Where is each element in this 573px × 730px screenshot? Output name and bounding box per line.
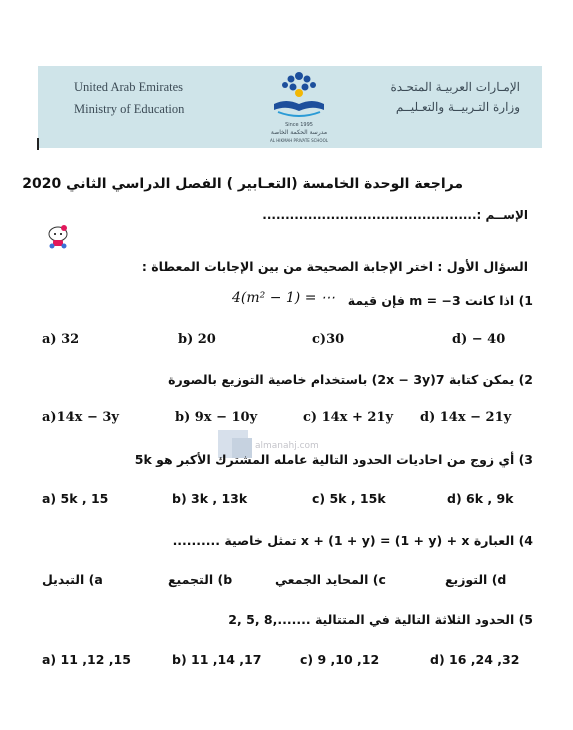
margin-mark [37,138,39,150]
q3-option-b[interactable]: b) 3k , 13k [172,491,248,506]
q5-option-a[interactable]: a) 11 ,12 ,15 [42,652,131,667]
country-name-ar: الإمـارات العربيـة المتحـدة [390,80,520,94]
q2-option-b[interactable]: b) 9x − 10y [175,410,258,425]
q3-option-a[interactable]: a) 5k , 15 [42,491,109,506]
ministry-name-ar: وزارة التـربيــة والتعـليــم [395,100,520,114]
school-name-ar: مدرسة الحكمة الخاصة [270,129,328,136]
page-title: مراجعة الوحدة الخامسة (التعـابير ) الفصل الدراسي الثاني 2020 [22,176,463,192]
q5-option-d[interactable]: d) 16 ,24 ,32 [430,652,520,667]
question-1-expression: 4(m² − 1) = ⋯ [232,290,335,306]
watermark-text: almanahj.com [255,441,319,451]
country-name-en: United Arab Emirates [74,80,183,94]
q4-option-b[interactable]: التجميع (b [168,572,233,587]
q1-option-a[interactable]: a) 32 [42,332,80,347]
q4-option-d[interactable]: التوزيع (d [445,572,507,587]
q1-option-c[interactable]: c)30 [312,332,345,347]
cartoon-sticker-icon [44,222,72,250]
q5-option-b[interactable]: b) 11 ,14 ,17 [172,652,262,667]
school-logo-icon [260,68,338,146]
q4-option-c[interactable]: المحايد الجمعي (c [275,572,386,587]
q1-option-b[interactable]: b) 20 [178,332,216,347]
ministry-name-en: Ministry of Education [74,102,185,116]
student-name-field: الإســم :............................................... [262,208,528,222]
q2-option-a[interactable]: a)14x − 3y [42,410,119,425]
school-name-en: AL HIKMAH PRIVATE SCHOOL [270,138,328,143]
section-title: السؤال الأول : اختر الإجابة الصحيحة من بين الإجابات المعطاة : [141,259,528,274]
question-3-text: 3) أي زوج من احاديات الحدود التالية عامله المشترك الأكبر هو 5k [134,452,533,467]
question-2-text: 2) يمكن كتابة 7(2x − 3y) باستخدام خاصية التوزيع بالصورة [168,372,533,387]
question-5-text: 5) الحدود الثلاثة التالية في المتتالية .......,8 ,5 ,2 [228,612,533,627]
question-1-text [348,293,533,308]
q4-option-a[interactable]: التبديل (a [42,572,103,587]
q2-option-d[interactable]: d) 14x − 21y [420,410,512,425]
q3-option-d[interactable]: d) 6k , 9k [447,491,514,506]
q5-option-c[interactable]: c) 9 ,10 ,12 [300,652,380,667]
question-1-prompt: 1) اذا كانت m = −3 فإن قيمة [347,293,533,308]
header-banner [38,66,542,148]
q2-option-c[interactable]: c) 14x + 21y [303,410,394,425]
q1-option-d[interactable]: d) − 40 [452,332,506,347]
school-since: Since 1995 [285,122,313,128]
q3-option-c[interactable]: c) 5k , 15k [312,491,386,506]
question-4-text: 4) العبارة x + (1 + y) = (1 + y) + x تمثل خاصية .......... [172,533,533,548]
